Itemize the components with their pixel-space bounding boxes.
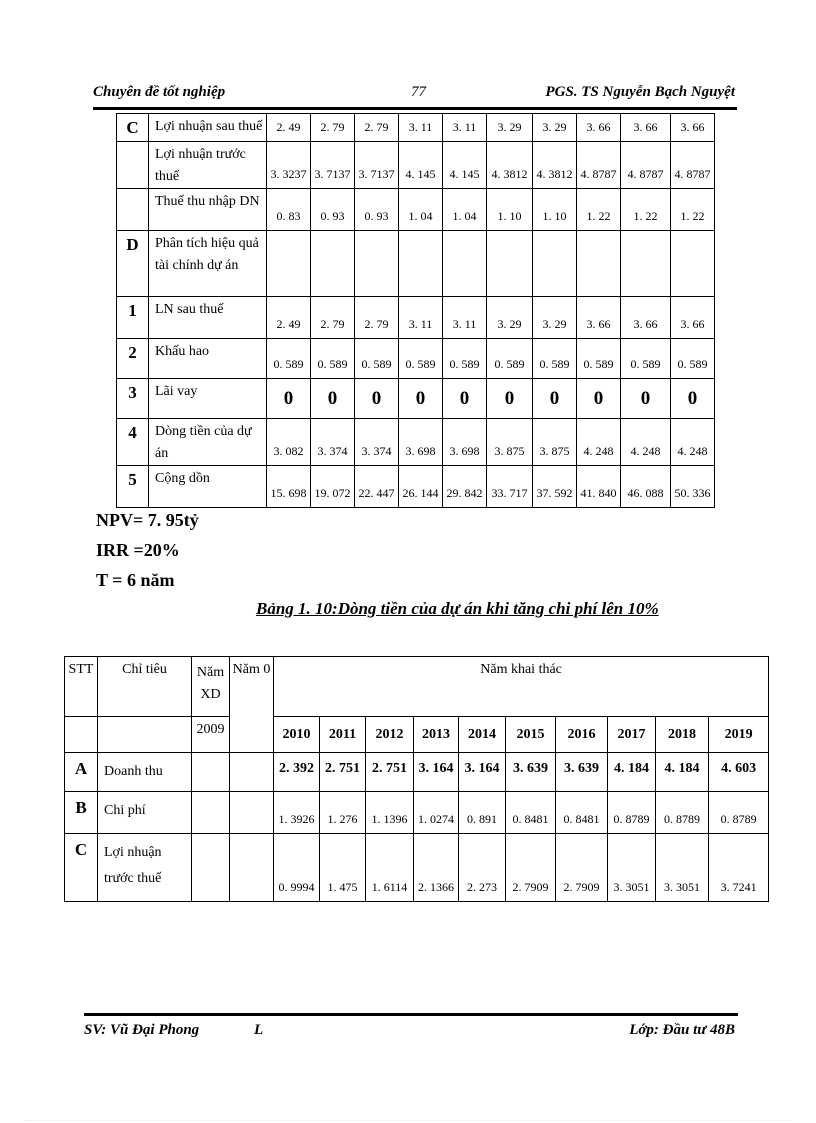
cell: 0. 83 — [267, 189, 311, 231]
row-code: B — [65, 792, 98, 834]
cell: 2. 7909 — [506, 834, 556, 902]
empty-cell — [230, 834, 274, 902]
cell: 3. 875 — [533, 419, 577, 466]
cell: 0. 93 — [355, 189, 399, 231]
table-row — [65, 834, 769, 902]
cell: 0. 589 — [533, 339, 577, 379]
cell: 1. 10 — [533, 189, 577, 231]
row-label: Lợi nhuận sau thuế — [149, 114, 267, 142]
cell: 3. 3237 — [267, 142, 311, 189]
year-cell: 2016 — [556, 717, 608, 753]
cell: 4. 248 — [671, 419, 715, 466]
row-code: 3 — [117, 379, 149, 419]
cell: 0. 589 — [443, 339, 487, 379]
cell: 2. 79 — [311, 297, 355, 339]
cell: 1. 04 — [443, 189, 487, 231]
cell: 4. 248 — [621, 419, 671, 466]
cell — [267, 231, 311, 297]
cell: 4. 184 — [656, 753, 709, 792]
cell: 2. 49 — [267, 114, 311, 142]
cell — [399, 231, 443, 297]
row-code: 1 — [117, 297, 149, 339]
cell: 3. 66 — [577, 114, 621, 142]
cell: 2. 1366 — [414, 834, 459, 902]
cell: 22. 447 — [355, 466, 399, 508]
cell: 0 — [621, 379, 671, 419]
row-code: A — [65, 753, 98, 792]
cell: 2. 273 — [459, 834, 506, 902]
header-author: PGS. TS Nguyễn Bạch Nguyệt — [545, 84, 735, 100]
cell: 1. 3926 — [274, 792, 320, 834]
cell: 2. 751 — [320, 753, 366, 792]
cell: 3. 29 — [533, 297, 577, 339]
row-code — [117, 142, 149, 189]
cell: 15. 698 — [267, 466, 311, 508]
empty-cell — [98, 717, 192, 753]
year-cell: 2019 — [709, 717, 769, 753]
cell: 3. 11 — [399, 114, 443, 142]
table-row — [117, 297, 715, 339]
cell: 0 — [267, 379, 311, 419]
cell: 2. 79 — [355, 114, 399, 142]
cell: 0. 891 — [459, 792, 506, 834]
cell — [443, 231, 487, 297]
cell: 4. 8787 — [621, 142, 671, 189]
header-stt: STT — [65, 657, 98, 717]
cell: 3. 66 — [621, 114, 671, 142]
table-row — [117, 114, 715, 142]
cell: 0. 8481 — [556, 792, 608, 834]
cell: 1. 10 — [487, 189, 533, 231]
cell: 1. 22 — [621, 189, 671, 231]
cell: 4. 8787 — [671, 142, 715, 189]
cell: 0. 589 — [399, 339, 443, 379]
footer-rule — [84, 1013, 738, 1016]
cell: 1. 0274 — [414, 792, 459, 834]
cell: 3. 639 — [556, 753, 608, 792]
cell: 37. 592 — [533, 466, 577, 508]
cell: 4. 145 — [399, 142, 443, 189]
year-cell: 2013 — [414, 717, 459, 753]
page-header — [93, 84, 735, 108]
cell: 0. 589 — [267, 339, 311, 379]
cell: 2. 392 — [274, 753, 320, 792]
row-label: Lợi nhuận trước thuế — [149, 142, 267, 189]
cell: 2. 7909 — [556, 834, 608, 902]
table-row — [117, 419, 715, 466]
row-label: Phân tích hiệu quả tài chính dự án — [149, 231, 267, 297]
year-cell: 2018 — [656, 717, 709, 753]
row-label: Doanh thu — [98, 753, 192, 792]
cell: 1. 475 — [320, 834, 366, 902]
cell: 29. 842 — [443, 466, 487, 508]
cell: 1. 22 — [671, 189, 715, 231]
cell — [621, 231, 671, 297]
cost-increase-table — [64, 656, 769, 902]
cell: 3. 7137 — [311, 142, 355, 189]
cell: 4. 8787 — [577, 142, 621, 189]
cell: 2. 49 — [267, 297, 311, 339]
row-code: 5 — [117, 466, 149, 508]
row-code: D — [117, 231, 149, 297]
cell — [671, 231, 715, 297]
table-row — [117, 339, 715, 379]
table-row — [117, 231, 715, 297]
empty-cell — [230, 753, 274, 792]
year-cell: 2017 — [608, 717, 656, 753]
year-cell: 2011 — [320, 717, 366, 753]
empty-cell — [65, 717, 98, 753]
cell: 3. 11 — [399, 297, 443, 339]
cell: 3. 3051 — [656, 834, 709, 902]
table-caption: Bảng 1. 10:Dòng tiền của dự án khi tăng chi phí lên 10% — [256, 599, 659, 618]
row-label: Lãi vay — [149, 379, 267, 419]
cell: 3. 3051 — [608, 834, 656, 902]
footer-mark: L — [254, 1022, 264, 1038]
cell: 3. 29 — [487, 114, 533, 142]
cell: 3. 66 — [577, 297, 621, 339]
cell — [311, 231, 355, 297]
cell: 0 — [577, 379, 621, 419]
cashflow-table — [116, 113, 715, 508]
table-row — [117, 379, 715, 419]
year-xd: 2009 — [192, 717, 230, 753]
header-rule — [93, 107, 737, 110]
irr-result: IRR =20% — [96, 540, 180, 560]
row-label: Lợi nhuận trước thuế — [98, 834, 192, 902]
header-nam-khai-thac: Năm khai thác — [274, 657, 769, 717]
cell: 3. 875 — [487, 419, 533, 466]
table-row — [65, 792, 769, 834]
cell: 26. 144 — [399, 466, 443, 508]
cell: 41. 840 — [577, 466, 621, 508]
cell: 4. 248 — [577, 419, 621, 466]
row-label: LN sau thuế — [149, 297, 267, 339]
npv-result: NPV= 7. 95tỷ — [96, 510, 199, 530]
page-number: 77 — [411, 84, 426, 100]
header-nam-xd: Năm XD — [192, 657, 230, 717]
cell — [487, 231, 533, 297]
cell: 0. 8789 — [709, 792, 769, 834]
cell: 0. 589 — [577, 339, 621, 379]
cell: 1. 22 — [577, 189, 621, 231]
cell: 0. 8481 — [506, 792, 556, 834]
cell: 0. 589 — [311, 339, 355, 379]
footer-class: Lớp: Đầu tư 48B — [629, 1022, 735, 1038]
cell: 46. 088 — [621, 466, 671, 508]
cell — [577, 231, 621, 297]
cell: 3. 66 — [621, 297, 671, 339]
cell: 0. 589 — [355, 339, 399, 379]
year-cell: 2012 — [366, 717, 414, 753]
cell: 1. 6114 — [366, 834, 414, 902]
row-label: Dòng tiền của dự án — [149, 419, 267, 466]
cell: 3. 698 — [443, 419, 487, 466]
page-edge — [24, 1120, 794, 1121]
cell: 1. 1396 — [366, 792, 414, 834]
cell: 0 — [355, 379, 399, 419]
cell: 33. 717 — [487, 466, 533, 508]
table-header-row — [65, 657, 769, 717]
empty-cell — [230, 792, 274, 834]
row-code: C — [65, 834, 98, 902]
cell: 3. 66 — [671, 114, 715, 142]
cell: 0 — [533, 379, 577, 419]
cell — [355, 231, 399, 297]
table-year-row — [65, 717, 769, 753]
cell: 50. 336 — [671, 466, 715, 508]
row-code: 2 — [117, 339, 149, 379]
cell: 0 — [487, 379, 533, 419]
cell: 3. 66 — [671, 297, 715, 339]
empty-cell — [192, 834, 230, 902]
cell: 3. 11 — [443, 114, 487, 142]
cell: 0. 589 — [487, 339, 533, 379]
cell: 4. 3812 — [533, 142, 577, 189]
year-cell: 2014 — [459, 717, 506, 753]
cell: 2. 751 — [366, 753, 414, 792]
cell: 3. 29 — [487, 297, 533, 339]
empty-cell — [192, 753, 230, 792]
cell: 2. 79 — [355, 297, 399, 339]
cell: 4. 3812 — [487, 142, 533, 189]
footer-student: SV: Vũ Đại Phong — [84, 1022, 200, 1038]
year-cell: 2010 — [274, 717, 320, 753]
row-code — [117, 189, 149, 231]
cell: 0 — [671, 379, 715, 419]
header-title: Chuyên đề tốt nghiệp — [93, 84, 226, 100]
cell: 3. 164 — [459, 753, 506, 792]
empty-cell — [192, 792, 230, 834]
payback-result: T = 6 năm — [96, 570, 175, 590]
cell: 3. 374 — [311, 419, 355, 466]
row-label: Thuế thu nhập DN — [149, 189, 267, 231]
cell: 0. 8789 — [608, 792, 656, 834]
cell: 4. 145 — [443, 142, 487, 189]
cell: 4. 603 — [709, 753, 769, 792]
cell: 0. 93 — [311, 189, 355, 231]
row-label: Chi phí — [98, 792, 192, 834]
cell: 2. 79 — [311, 114, 355, 142]
cell: 3. 164 — [414, 753, 459, 792]
cell: 1. 276 — [320, 792, 366, 834]
cell — [533, 231, 577, 297]
cell: 0. 8789 — [656, 792, 709, 834]
cell: 3. 082 — [267, 419, 311, 466]
cell: 0 — [443, 379, 487, 419]
table-row — [117, 189, 715, 231]
table-row — [117, 142, 715, 189]
cell: 3. 11 — [443, 297, 487, 339]
row-label: Khấu hao — [149, 339, 267, 379]
row-code: 4 — [117, 419, 149, 466]
table-row — [65, 753, 769, 792]
cell: 3. 7241 — [709, 834, 769, 902]
header-chitieu: Chỉ tiêu — [98, 657, 192, 717]
cell: 0. 9994 — [274, 834, 320, 902]
cell: 3. 29 — [533, 114, 577, 142]
header-nam-0: Năm 0 — [230, 657, 274, 753]
row-label: Cộng dồn — [149, 466, 267, 508]
table-row — [117, 466, 715, 508]
cell: 1. 04 — [399, 189, 443, 231]
cell: 3. 374 — [355, 419, 399, 466]
cell: 0. 589 — [671, 339, 715, 379]
year-cell: 2015 — [506, 717, 556, 753]
cell: 4. 184 — [608, 753, 656, 792]
cell: 3. 639 — [506, 753, 556, 792]
row-code: C — [117, 114, 149, 142]
cell: 3. 7137 — [355, 142, 399, 189]
cell: 3. 698 — [399, 419, 443, 466]
cell: 0 — [399, 379, 443, 419]
cell: 0. 589 — [621, 339, 671, 379]
cell: 0 — [311, 379, 355, 419]
cell: 19. 072 — [311, 466, 355, 508]
